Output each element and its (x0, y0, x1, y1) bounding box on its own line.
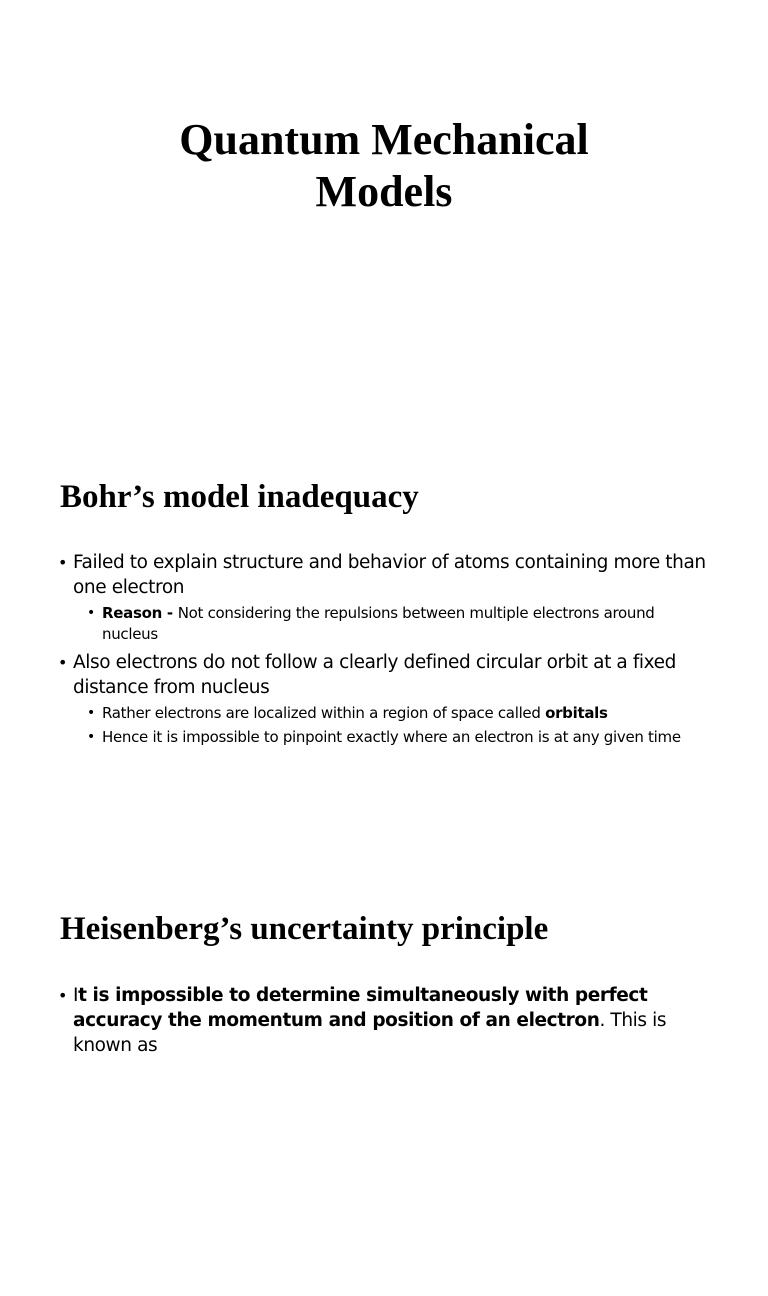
bold-term: orbitals (545, 704, 608, 722)
slide-heading: Heisenberg’s uncertainty principle (60, 911, 549, 947)
sub-bullet-item (87, 603, 708, 645)
bullet-marker: • (87, 705, 95, 721)
sub-bullet-text: Rather electrons are localized within a region of space called (102, 704, 546, 722)
bullet-marker: • (58, 986, 68, 1005)
bullet-marker: • (87, 729, 95, 745)
bullet-list (58, 550, 708, 753)
bullet-text: . This is known as (73, 1010, 667, 1056)
bullet-item (58, 983, 708, 1058)
sub-bullet-item (87, 727, 708, 748)
bold-statement: t is impossible to determine simultaneously with perfect accuracy the momentum and position of an electron (73, 985, 648, 1031)
bohr-model-slide (0, 432, 768, 864)
slide-title (0, 114, 768, 218)
bullet-text: Also electrons do not follow a clearly defined circular orbit at a fixed distance from nucleus (73, 652, 676, 698)
sub-bullet-list (73, 603, 708, 645)
sub-bullet-text: Hence it is impossible to pinpoint exactly where an electron is at any given time (102, 728, 681, 746)
slide-heading: Bohr’s model inadequacy (60, 479, 419, 515)
sub-bullet-list (73, 703, 708, 748)
bullet-item (58, 550, 708, 645)
bullet-text: Failed to explain structure and behavior of atoms containing more than one electron (73, 552, 706, 598)
slide-title-line-1: Quantum Mechanical (179, 115, 589, 164)
sub-bullet-text: Not considering the repulsions between multiple electrons around nucleus (102, 604, 655, 643)
bullet-marker: • (58, 553, 68, 572)
sub-bullet-item (87, 703, 708, 724)
title-slide (0, 0, 768, 432)
heisenberg-slide (0, 864, 768, 1296)
bullet-marker: • (58, 653, 68, 672)
bullet-list (58, 983, 708, 1063)
slide-title-line-2: Models (315, 167, 453, 216)
bold-label: Reason - (102, 604, 178, 622)
bullet-item (58, 650, 708, 748)
bullet-first-letter: I (73, 985, 79, 1006)
bullet-marker: • (87, 605, 95, 621)
